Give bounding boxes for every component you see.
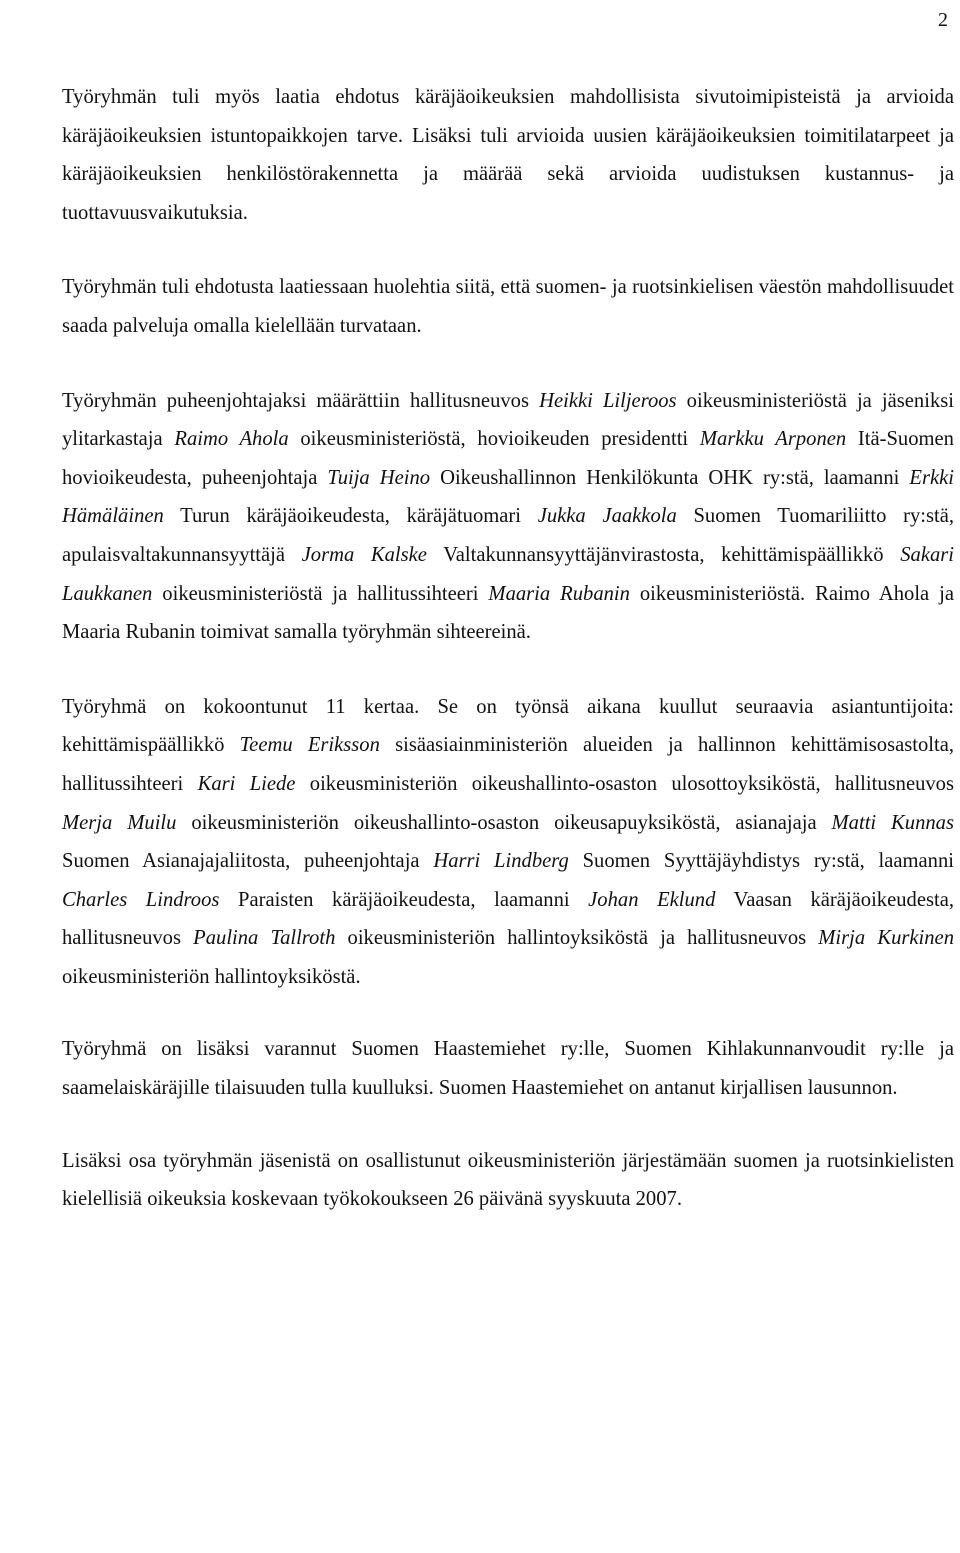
- person-name: Erkki Hämäläinen: [62, 466, 954, 528]
- person-name: Tuija Heino: [327, 466, 431, 489]
- person-name: Charles Lindroos: [62, 888, 220, 911]
- paragraph-kielelliset-oikeudet: [62, 268, 954, 345]
- person-name: Kari Liede: [197, 772, 296, 795]
- person-name: Heikki Liljeroos: [539, 389, 677, 412]
- person-name: Jorma Kalske: [301, 543, 427, 566]
- text-segment: Oikeushallinnon Henkilökunta OHK ry:stä, laamanni: [430, 466, 910, 489]
- text-segment: Vaasan käräjäoikeudesta, hallitusneuvos: [62, 888, 955, 950]
- text-segment: Turun käräjäoikeudesta, käräjätuomari: [163, 505, 538, 528]
- person-name: Mirja Kurkinen: [818, 927, 954, 950]
- page-number: 2: [938, 9, 948, 31]
- text-segment: oikeusministeriöstä, hovioikeuden presidentti: [288, 428, 700, 451]
- text-segment: sisäasiainministeriön alueiden ja hallinnon kehittämisosastolta, hallitussihteeri: [62, 734, 954, 795]
- text-segment: oikeusministeriöstä ja jäseniksi ylitarkastaja: [62, 389, 954, 451]
- person-name: Johan Eklund: [588, 888, 716, 911]
- person-name: Jukka Jaakkola: [537, 505, 677, 528]
- text-segment: Työryhmän tuli ehdotusta laatiessaan huolehtia siitä, että suomen- ja ruotsinkielisen väestön mahdollisuudet saada palveluja omalla kielellään turvataan.: [62, 276, 954, 337]
- person-name: Maaria Rubanin: [488, 582, 630, 605]
- paragraph-tyoryhman-kokoonpano: [62, 382, 954, 652]
- person-name: Harri Lindberg: [433, 850, 569, 873]
- text-segment: Työryhmän tuli myös laatia ehdotus käräjäoikeuksien mahdollisista sivutoimipisteistä ja arvioida käräjäoikeuksien istuntopaikkojen tarve. Lisäksi tuli arvioida uusien käräjäoikeuksien toimitilatarpeet ja käräjäoikeuksien henkilöstörakennetta ja määrää sekä arvioida uudistuksen kustannus- ja tuottavuusvaikutuksia.: [62, 86, 954, 224]
- text-segment: Työryhmä on kokoontunut 11 kertaa. Se on työnsä aikana kuullut seuraavia asiantuntijoita: kehittämispäällikkö: [62, 695, 954, 757]
- text-segment: oikeusministeriön hallintoyksiköstä.: [62, 965, 361, 988]
- text-segment: Lisäksi osa työryhmän jäsenistä on osallistunut oikeusministeriön järjestämään suomen ja ruotsinkielisten kielellisiä oikeuksia koskevaan työkokoukseen 26 päivänä syyskuuta 2007.: [62, 1149, 954, 1211]
- text-segment: Suomen Tuomariliitto ry:stä, apulaisvaltakunnansyyttäjä: [62, 505, 954, 566]
- person-name: Teemu Eriksson: [239, 734, 380, 757]
- text-segment: Valtakunnansyyttäjänvirastosta, kehittämispäällikkö: [426, 543, 901, 566]
- text-segment: Työryhmän puheenjohtajaksi määrättiin hallitusneuvos: [62, 389, 540, 412]
- text-segment: Itä-Suomen hovioikeudesta, puheenjohtaja: [62, 428, 954, 489]
- text-segment: Työryhmä on lisäksi varannut Suomen Haastemiehet ry:lle, Suomen Kihlakunnanvoudit ry:lle ja saamelaiskäräjille tilaisuuden tulla kuulluksi. Suomen Haastemiehet on antanut kirjallisen lausunnon.: [62, 1038, 954, 1100]
- person-name: Merja Muilu: [62, 811, 177, 834]
- paragraph-kuuleminen: [62, 1030, 954, 1107]
- paragraph-tyokokous: [62, 1142, 954, 1219]
- paragraph-asiantuntijat: [62, 688, 954, 997]
- text-segment: oikeusministeriöstä ja hallitussihteeri: [152, 582, 489, 605]
- text-segment: Suomen Asianajajaliitosta, puheenjohtaja: [62, 850, 434, 873]
- person-name: Raimo Ahola: [174, 428, 289, 451]
- text-segment: oikeusministeriöstä. Raimo Ahola ja Maaria Rubanin toimivat samalla työryhmän sihteereinä.: [62, 582, 954, 644]
- person-name: Markku Arponen: [699, 428, 847, 451]
- text-segment: Suomen Syyttäjäyhdistys ry:stä, laamanni: [568, 850, 954, 873]
- person-name: Matti Kunnas: [831, 811, 954, 834]
- document-body: [62, 78, 954, 1219]
- person-name: Paulina Tallroth: [193, 927, 336, 950]
- text-segment: oikeusministeriön oikeushallinto-osaston oikeusapuyksiköstä, asianajaja: [176, 811, 832, 834]
- text-segment: oikeusministeriön hallintoyksiköstä ja hallitusneuvos: [335, 927, 819, 950]
- paragraph-sivutoimipisteet: [62, 78, 954, 232]
- text-segment: Paraisten käräjäoikeudesta, laamanni: [219, 888, 589, 911]
- text-segment: oikeusministeriön oikeushallinto-osaston ulosottoyksiköstä, hallitusneuvos: [295, 772, 954, 795]
- person-name: Sakari Laukkanen: [62, 543, 954, 605]
